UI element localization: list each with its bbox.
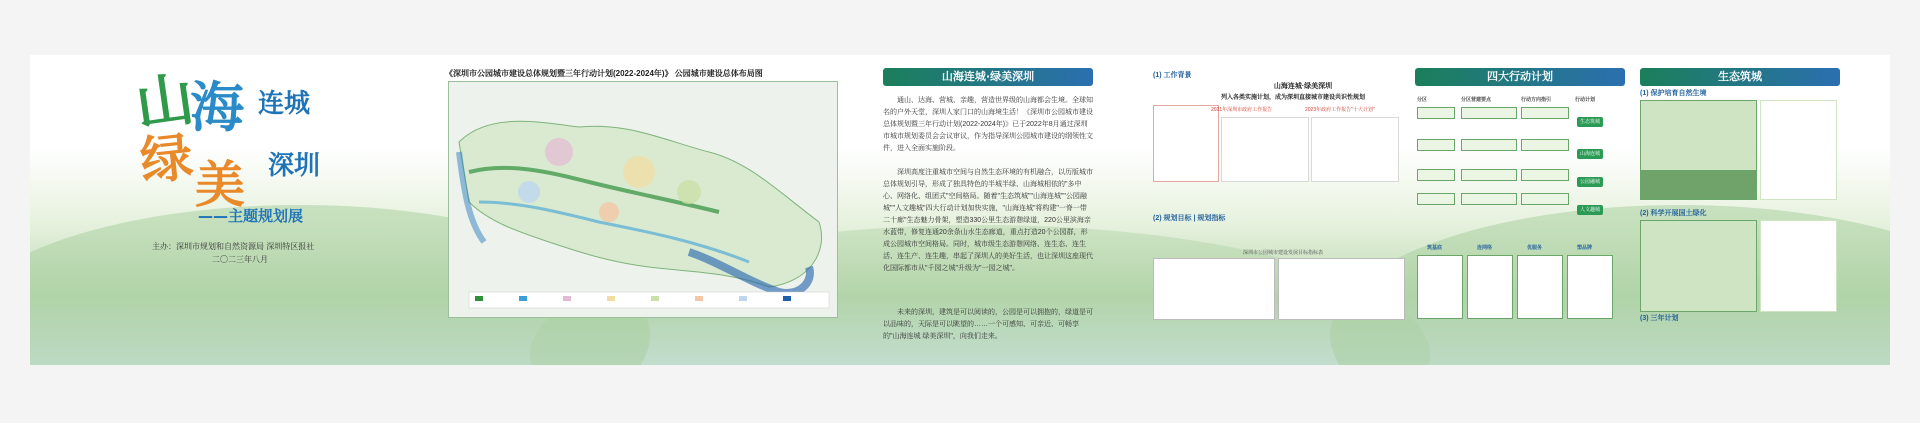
date: 二〇二三年八月 [212, 255, 268, 264]
col-header-key-points: 分区营建要点 [1461, 97, 1492, 103]
map-graphic [449, 82, 837, 317]
action-header: 四大行动计划 [1415, 68, 1625, 86]
info-box [1311, 117, 1399, 182]
zone-box [1417, 169, 1455, 181]
eco-sub-1: (1) 保护培育自然生境 [1640, 90, 1707, 97]
action-plan-panel [1405, 55, 1630, 365]
bottom-head-4: 塑品牌 [1577, 245, 1593, 251]
intro-paragraph-2: 深圳高度注重城市空间与自然生态环境的有机融合，以历版城市总体规划引导，形成了独具特色的半城半绿、山海城相依的"多中心、网络化、组团式"空间格局。随着"生态筑城""山海连城""公园融城""人文趣城"四大行动计划加快实施，"山海连城"将构建"一脊一带二十廊"生态魅力骨架，塑造330公里生态游憩绿道，220公里滨海亲水蓝带，修复连通20余条山水生态廊道，重点打造20个公园群，形成公园城市空间格局。同时，城市级生态游憩网络、连生态、连生活、连生产、连生趣，串起了深圳人的美好生活，也让深圳这座现代化国际都市从"千园之城"升级为"一园之城"。 [883, 169, 1093, 272]
action-column [1567, 255, 1613, 319]
col-header-direction: 行动方向指引 [1521, 97, 1552, 103]
eco-sub-3: (3) 三年计划 [1640, 315, 1679, 322]
indicator-table-left [1153, 258, 1275, 320]
tag-mountain-sea: 山海连城 [1577, 149, 1603, 159]
table-caption: 深圳市公园城市建设发展目标指标表 [1243, 250, 1324, 256]
map-panel [430, 55, 840, 365]
bottom-head-2: 连网络 [1477, 245, 1493, 251]
intro-paragraph-3: 未来的深圳，建筑是可以阅读的，公园是可以拥抱的，绿道是可以品味的，天际是可以眺望的……一个可感知、可亲近、可畅享的"山海连城 绿美深圳"，向我们走来。 [883, 309, 1093, 340]
title-char-mei: 美 [195, 155, 245, 214]
zone-box [1417, 139, 1455, 151]
tag-park-city: 公园融城 [1577, 177, 1603, 187]
background-panel [1133, 55, 1405, 365]
direction-box [1521, 193, 1569, 205]
tag-eco-city: 生态筑城 [1577, 117, 1603, 127]
red-note-1: 2021年深圳市政府工作报告 [1211, 107, 1273, 113]
title-char-shan: 山 [131, 64, 199, 140]
direction-box [1521, 139, 1569, 151]
zone-box [1417, 107, 1455, 119]
eco-photo-1 [1640, 170, 1757, 200]
key-point-box [1461, 169, 1517, 181]
col-header-zone: 分区 [1417, 97, 1428, 103]
key-point-box [1461, 107, 1517, 119]
eco-sub-2: (2) 科学开展国土绿化 [1640, 210, 1707, 217]
action-column [1517, 255, 1563, 319]
layout-map [448, 81, 838, 318]
title-char-hai: 海 [190, 75, 244, 139]
title-liancheng: 连城 [258, 89, 311, 119]
exhibition-board [30, 55, 1890, 365]
key-point-box [1461, 193, 1517, 205]
direction-box [1521, 169, 1569, 181]
headline-1: 山海连城·绿美深圳 [1273, 83, 1333, 90]
title-shenzhen: 深圳 [268, 151, 321, 181]
bottom-head-3: 优服务 [1527, 245, 1543, 251]
action-column [1417, 255, 1463, 319]
intro-paragraph-1: 通山、达海、营城、亲趣，营造世界级的山海都会生境。全球知名的户外天堂，深圳人家门口的山海境生活！《深圳市公园城市建设总体规划暨三年行动计划(2022-2024年)》已于2022年8月通过深圳市城市规划委员会会议审议，作为指导深圳公园城市建设的纲领性文件，进入全面实施阶段。 [883, 97, 1093, 152]
info-box [1221, 117, 1309, 182]
intro-header: 山海连城·绿美深圳 [883, 68, 1093, 86]
bottom-head-1: 筑基底 [1427, 245, 1443, 251]
title-subtitle: ——主题规划展 [198, 207, 304, 225]
headline-2: 列入各类实施计划，成为深圳直接城市建设共识性规划 [1220, 95, 1365, 101]
title-char-lv: 绿 [137, 126, 196, 193]
tag-humanity: 人文趣城 [1577, 205, 1603, 215]
red-note-2: 2023年政府工作报告"十大计划" [1305, 107, 1375, 113]
eco-notes-1 [1760, 100, 1837, 200]
intro-panel [868, 55, 1133, 365]
info-box [1153, 105, 1219, 182]
section-work-background: (1) 工作背景 [1153, 72, 1192, 79]
eco-panel [1630, 55, 1860, 365]
section-planning-target: (2) 规划目标 | 规划指标 [1153, 215, 1226, 222]
direction-box [1521, 107, 1569, 119]
eco-map-1 [1640, 100, 1757, 172]
eco-map-2 [1640, 220, 1757, 312]
col-header-plan: 行动计划 [1575, 97, 1596, 103]
eco-notes-2 [1760, 220, 1837, 312]
key-point-box [1461, 139, 1517, 151]
title-panel [30, 55, 430, 365]
organizers: 主办：深圳市规划和自然资源局 深圳特区报社 [152, 242, 315, 251]
indicator-table-right [1278, 258, 1405, 320]
eco-header: 生态筑城 [1640, 68, 1840, 86]
map-title: 《深圳市公园城市建设总体规划暨三年行动计划(2022-2024年)》 公园城市建设总体布局图 [445, 69, 763, 78]
zone-box [1417, 193, 1455, 205]
action-column [1467, 255, 1513, 319]
